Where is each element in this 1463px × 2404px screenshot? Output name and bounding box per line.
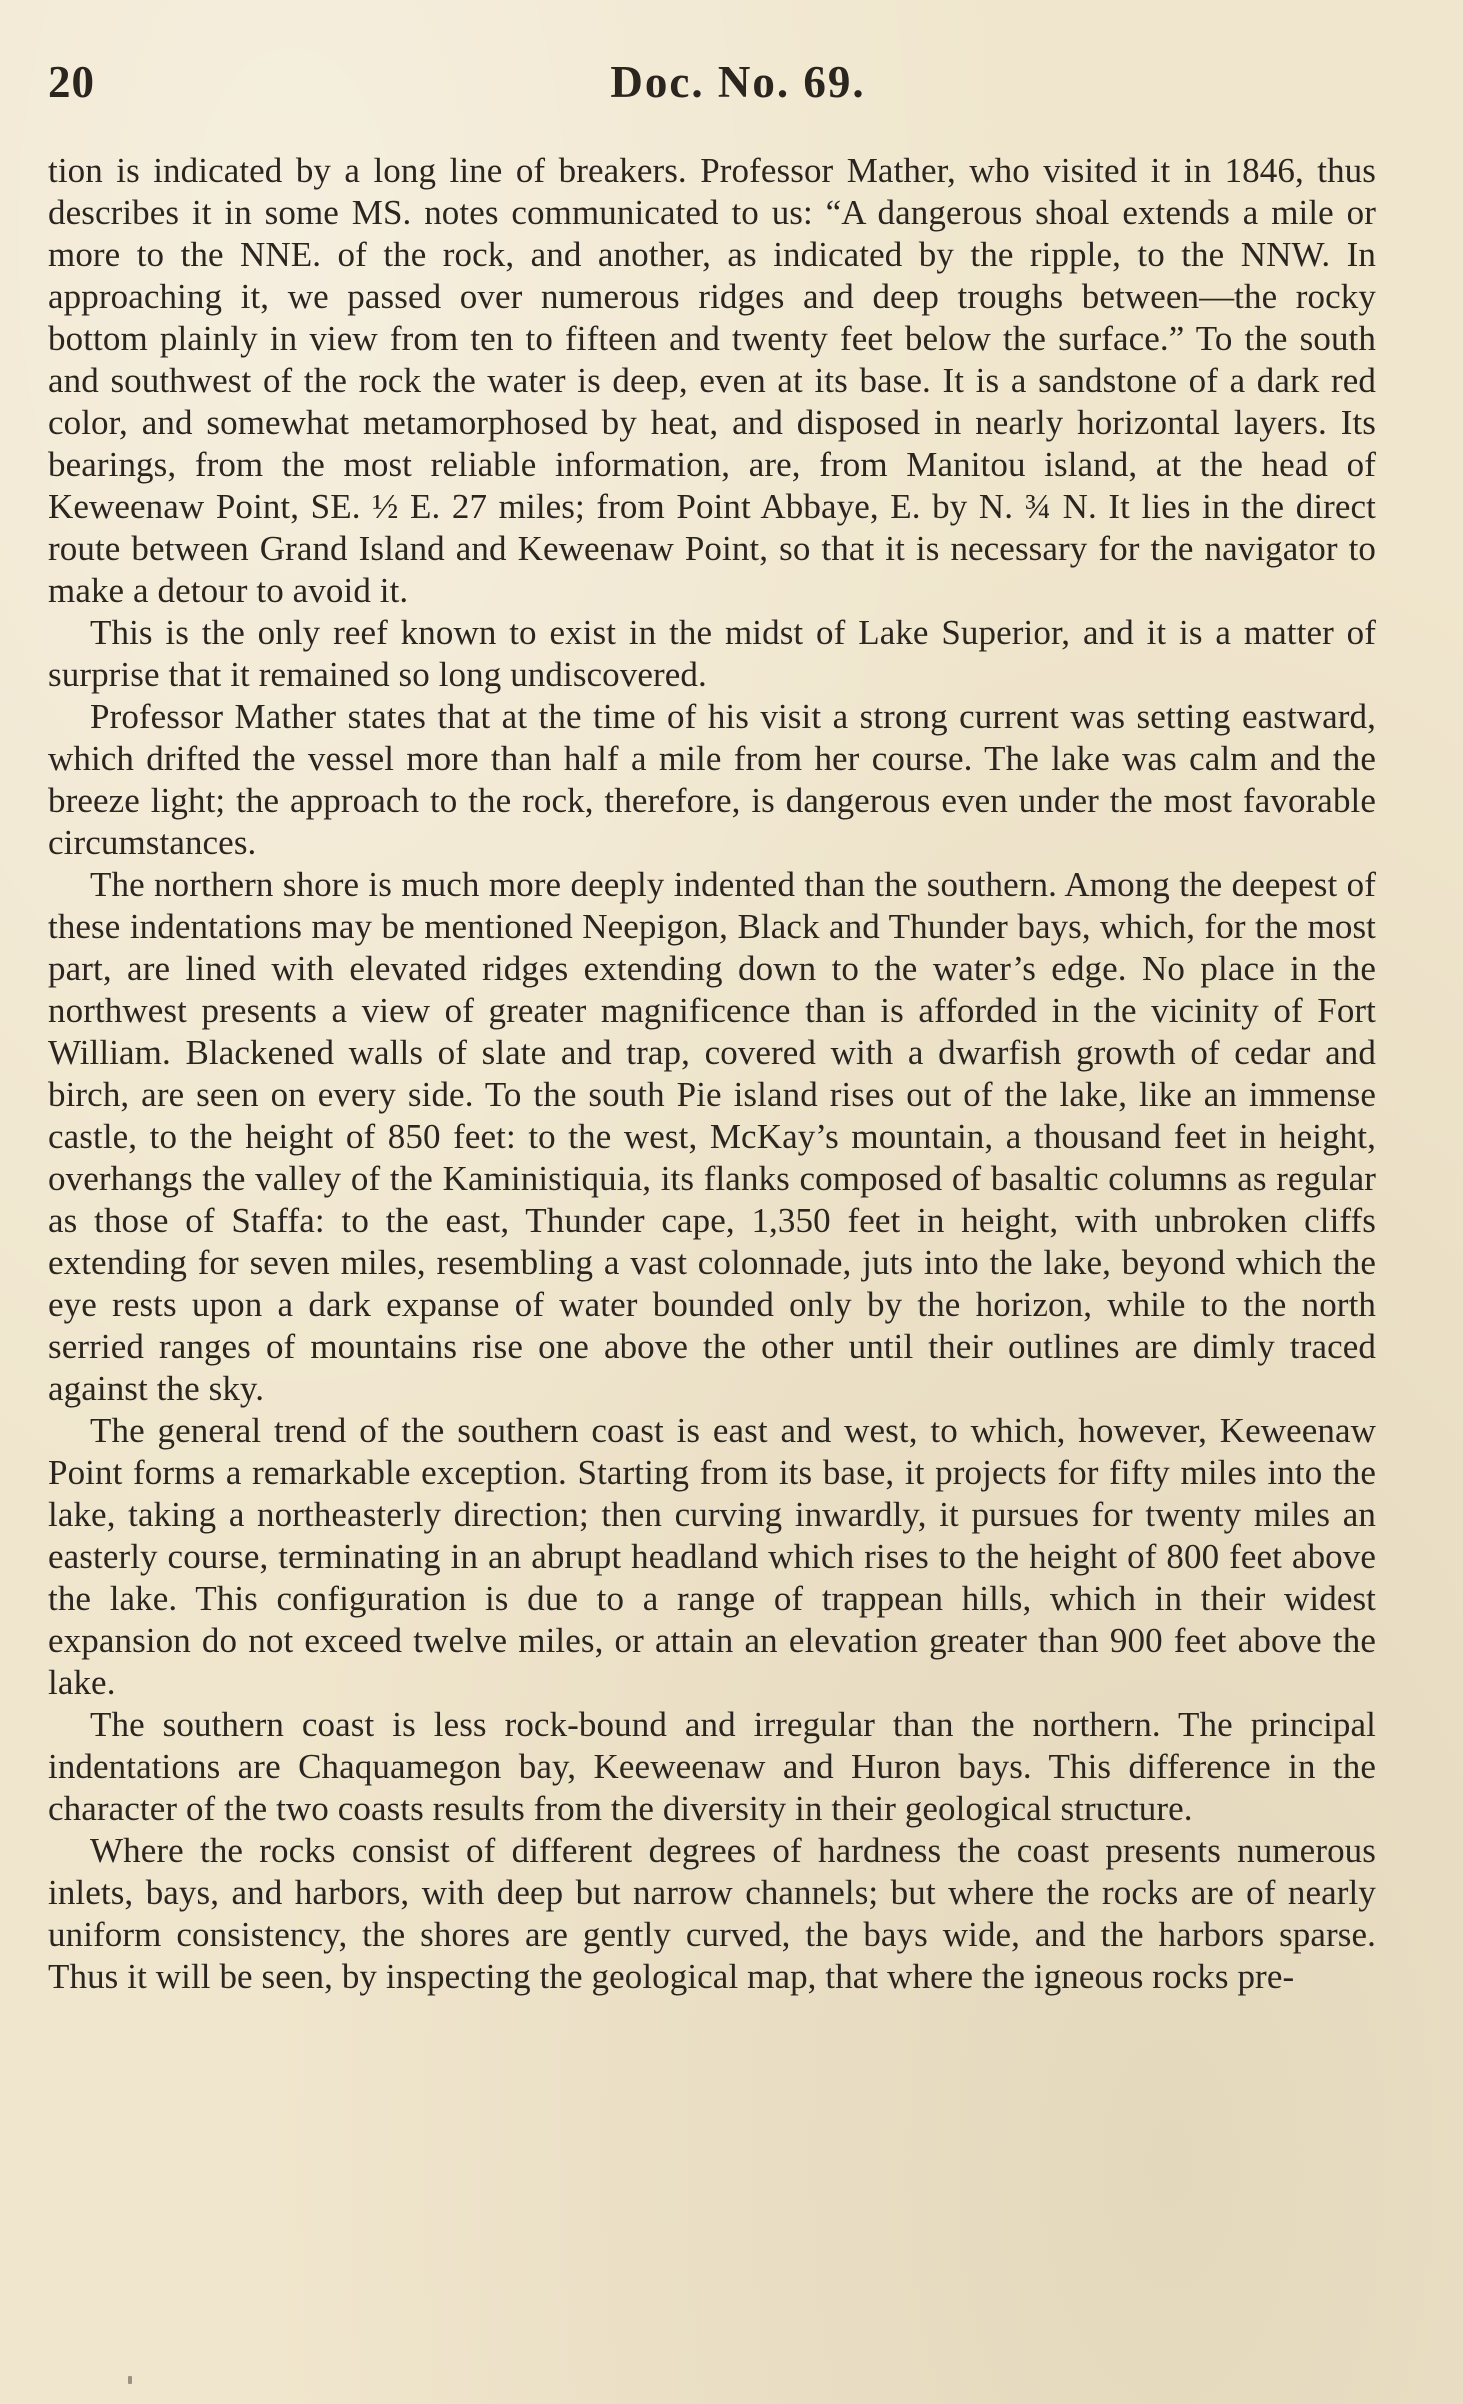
- paragraph-1: tion is indicated by a long line of breakers. Professor Mather, who visited it in 1846, thus describes it in some MS. notes communicated to us: “A dangerous shoal extends a mile or more to the NNE. of the rock, and another, as indicated by the ripple, to the NNW. In approaching it, we passed over numerous ridges and deep troughs between—the rocky bottom plainly in view from ten to fifteen and twenty feet below the surface.” To the south and southwest of the rock the water is deep, even at its base. It is a sandstone of a dark red color, and somewhat metamorphosed by heat, and disposed in nearly horizontal layers. Its bearings, from the most reliable information, are, from Manitou island, at the head of Keweenaw Point, SE. ½ E. 27 miles; from Point Abbaye, E. by N. ¾ N. It lies in the direct route between Grand Island and Keweenaw Point, so that it is necessary for the navigator to make a detour to avoid it.: [48, 151, 1376, 610]
- body-text: [48, 150, 1376, 1998]
- page-header: [48, 52, 1428, 112]
- paragraph-3: Professor Mather states that at the time of his visit a strong current was setting eastward, which drifted the vessel more than half a mile from her course. The lake was calm and the breeze light; the approach to the rock, therefore, is dangerous even under the most favorable circumstances.: [48, 697, 1376, 862]
- document-title: Doc. No. 69.: [610, 57, 866, 107]
- paragraph-5: The general trend of the southern coast is east and west, to which, however, Keweenaw Point forms a remarkable exception. Starting from its base, it projects for fifty miles into the lake, taking a northeasterly direction; then curving inwardly, it pursues for twenty miles an easterly course, terminating in an abrupt headland which rises to the height of 800 feet above the lake. This configuration is due to a range of trappean hills, which in their widest expansion do not exceed twelve miles, or attain an elevation greater than 900 feet above the lake.: [48, 1411, 1376, 1702]
- page-number: 20: [48, 57, 95, 107]
- ink-mark: [128, 2376, 132, 2384]
- paragraph-4: The northern shore is much more deeply indented than the southern. Among the deepest of these indentations may be mentioned Neepigon, Black and Thunder bays, which, for the most part, are lined with elevated ridges extending down to the water’s edge. No place in the northwest presents a view of greater magnificence than is afforded in the vicinity of Fort William. Blackened walls of slate and trap, covered with a dwarfish growth of cedar and birch, are seen on every side. To the south Pie island rises out of the lake, like an immense castle, to the height of 850 feet: to the west, McKay’s mountain, a thousand feet in height, overhangs the valley of the Kaministiquia, its flanks composed of basaltic columns as regular as those of Staffa: to the east, Thunder cape, 1,350 feet in height, with unbroken cliffs extending for seven miles, resembling a vast colonnade, juts into the lake, beyond which the eye rests upon a dark expanse of water bounded only by the horizon, while to the north serried ranges of mountains rise one above the other until their outlines are dimly traced against the sky.: [48, 865, 1376, 1408]
- paragraph-7: Where the rocks consist of different degrees of hardness the coast presents numerous inlets, bays, and harbors, with deep but narrow channels; but where the rocks are of nearly uniform consistency, the shores are gently curved, the bays wide, and the harbors sparse. Thus it will be seen, by inspecting the geological map, that where the igneous rocks pre-: [48, 1831, 1376, 1996]
- paragraph-2: This is the only reef known to exist in the midst of Lake Superior, and it is a matter of surprise that it remained so long undiscovered.: [48, 613, 1376, 694]
- paragraph-6: The southern coast is less rock-bound and irregular than the northern. The principal indentations are Chaquamegon bay, Keeweenaw and Huron bays. This difference in the character of the two coasts results from the diversity in their geological structure.: [48, 1705, 1376, 1828]
